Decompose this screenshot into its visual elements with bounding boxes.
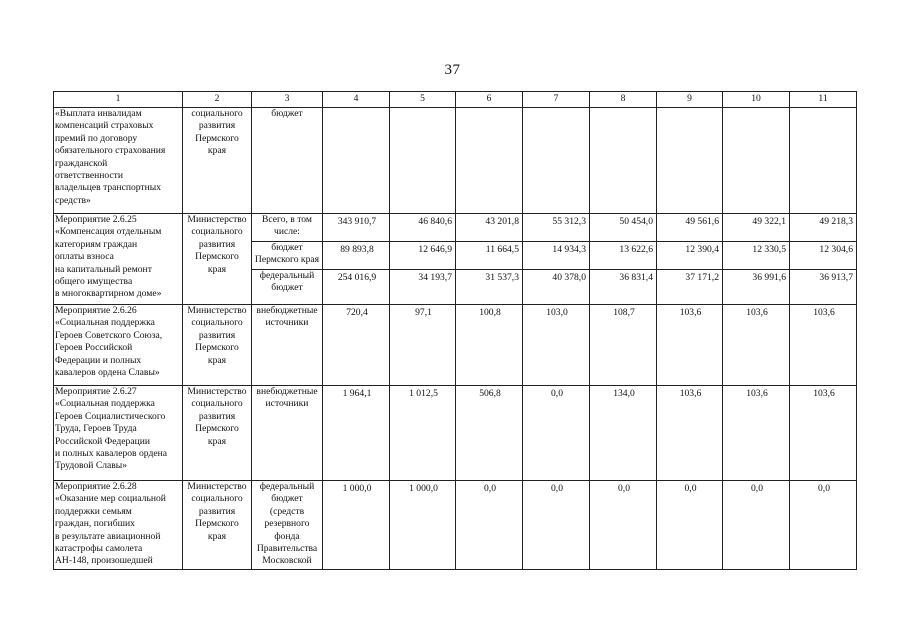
source-cell: [252, 108, 323, 214]
value-cell: 108,7: [590, 305, 657, 386]
value-cell: 12 304,6: [790, 242, 857, 270]
value-cell: 0,0: [590, 481, 657, 570]
value-cell: 100,8: [456, 305, 523, 386]
executor: социального развития Пермского края: [191, 108, 243, 157]
funding-source: федеральный бюджет: [259, 270, 315, 294]
source-cell: [252, 481, 323, 570]
value-cell: 49 322,1: [723, 214, 790, 242]
value-cell: 49 561,6: [657, 214, 723, 242]
executor-cell: [183, 108, 252, 214]
value-cell: 36 913,7: [790, 270, 857, 305]
value-cell: 103,0: [523, 305, 590, 386]
value-cell: [390, 108, 456, 214]
value-cell: 103,6: [723, 305, 790, 386]
measure-name: «Выплата инвалидам компенсаций страховых премий по договору обязательного страхования гражданской ответственности владельцев транспортных средств»: [55, 108, 166, 206]
value-cell: 1 000,0: [323, 481, 390, 570]
value-cell: 720,4: [323, 305, 390, 386]
value-cell: 31 537,3: [456, 270, 523, 305]
funding-source: бюджет Пермского края: [254, 242, 320, 266]
value-cell: 254 016,9: [323, 270, 390, 305]
value-cell: 11 664,5: [456, 242, 523, 270]
value-cell: 103,6: [657, 386, 723, 481]
column-header: 9: [657, 92, 723, 108]
column-header: 4: [323, 92, 390, 108]
executor-cell: [183, 386, 252, 481]
value-cell: 0,0: [523, 481, 590, 570]
funding-source: бюджет: [271, 108, 303, 119]
executor-cell: [183, 214, 252, 305]
funding-source: внебюджетные источники: [256, 305, 318, 329]
source-cell: [252, 242, 323, 270]
executor: Министерство социального развития Пермского края: [187, 386, 247, 447]
value-cell: [590, 108, 657, 214]
value-cell: 0,0: [790, 481, 857, 570]
value-cell: 97,1: [390, 305, 456, 386]
value-cell: 103,6: [790, 305, 857, 386]
value-cell: 0,0: [723, 481, 790, 570]
value-cell: 0,0: [657, 481, 723, 570]
column-header: 7: [523, 92, 590, 108]
value-cell: 36 991,6: [723, 270, 790, 305]
value-cell: 49 218,3: [790, 214, 857, 242]
value-cell: 14 934,3: [523, 242, 590, 270]
value-cell: 103,6: [657, 305, 723, 386]
value-cell: 12 330,5: [723, 242, 790, 270]
column-header: 6: [456, 92, 523, 108]
source-cell: [252, 386, 323, 481]
value-cell: 103,6: [723, 386, 790, 481]
executor-cell: [183, 481, 252, 570]
measure-name: Мероприятие 2.6.27 «Социальная поддержка Героев Социалистического Труда, Героев Труда Российской Федерации и полных кавалеров ордена Трудовой Славы»: [55, 386, 167, 472]
header-row: [54, 92, 857, 108]
value-cell: 13 622,6: [590, 242, 657, 270]
executor-cell: [183, 305, 252, 386]
value-cell: 0,0: [456, 481, 523, 570]
column-header: 10: [723, 92, 790, 108]
value-cell: [723, 108, 790, 214]
source-cell: [252, 270, 323, 305]
page-number: 37: [444, 62, 461, 78]
value-cell: 1 964,1: [323, 386, 390, 481]
table-row: [54, 214, 857, 242]
funding-source: Всего, в том числе:: [261, 214, 312, 238]
measure-name: Мероприятие 2.6.26 «Социальная поддержка Героев Советского Союза, Героев Российской Федерации и полных кавалеров ордена Славы»: [55, 305, 163, 379]
column-header: 1: [54, 92, 183, 108]
value-cell: [790, 108, 857, 214]
column-header: 3: [252, 92, 323, 108]
program-funding-table: [53, 91, 857, 570]
value-cell: 343 910,7: [323, 214, 390, 242]
value-cell: 506,8: [456, 386, 523, 481]
table-row: [54, 108, 857, 214]
measure-name-cell: [54, 108, 183, 214]
value-cell: 50 454,0: [590, 214, 657, 242]
funding-source: федеральный бюджет (средств резервного фонда Правительства Московской: [256, 481, 318, 567]
value-cell: [323, 108, 390, 214]
executor: Министерство социального развития Пермского края: [187, 305, 247, 366]
value-cell: 89 893,8: [323, 242, 390, 270]
value-cell: [523, 108, 590, 214]
value-cell: 46 840,6: [390, 214, 456, 242]
column-header: 8: [590, 92, 657, 108]
value-cell: [657, 108, 723, 214]
column-header: 2: [183, 92, 252, 108]
value-cell: 103,6: [790, 386, 857, 481]
measure-name-cell: [54, 481, 183, 570]
column-header: 11: [790, 92, 857, 108]
value-cell: 12 390,4: [657, 242, 723, 270]
value-cell: 12 646,9: [390, 242, 456, 270]
value-cell: 43 201,8: [456, 214, 523, 242]
source-cell: [252, 305, 323, 386]
measure-name: Мероприятие 2.6.25 «Компенсация отдельным категориям граждан оплаты взноса на капитальный ремонт общего имущества в многоквартирном доме»: [55, 214, 162, 300]
table-row: [54, 386, 857, 481]
value-cell: [456, 108, 523, 214]
measure-name-cell: [54, 214, 183, 305]
measure-name-cell: [54, 386, 183, 481]
value-cell: 34 193,7: [390, 270, 456, 305]
column-header: 5: [390, 92, 456, 108]
value-cell: 134,0: [590, 386, 657, 481]
table-row: [54, 305, 857, 386]
executor: Министерство социального развития Пермского края: [187, 481, 247, 542]
value-cell: 1 012,5: [390, 386, 456, 481]
measure-name-cell: [54, 305, 183, 386]
value-cell: 40 378,0: [523, 270, 590, 305]
value-cell: 1 000,0: [390, 481, 456, 570]
funding-source: внебюджетные источники: [256, 386, 318, 410]
source-cell: [252, 214, 323, 242]
value-cell: 55 312,3: [523, 214, 590, 242]
table-row: [54, 481, 857, 570]
value-cell: 36 831,4: [590, 270, 657, 305]
executor: Министерство социального развития Пермского края: [187, 214, 247, 275]
value-cell: 0,0: [523, 386, 590, 481]
measure-name: Мероприятие 2.6.28 «Оказание мер социальной поддержки семьям граждан, погибших в результате авиационной катастрофы самолета АН-148, произошедшей: [55, 481, 166, 567]
value-cell: 37 171,2: [657, 270, 723, 305]
